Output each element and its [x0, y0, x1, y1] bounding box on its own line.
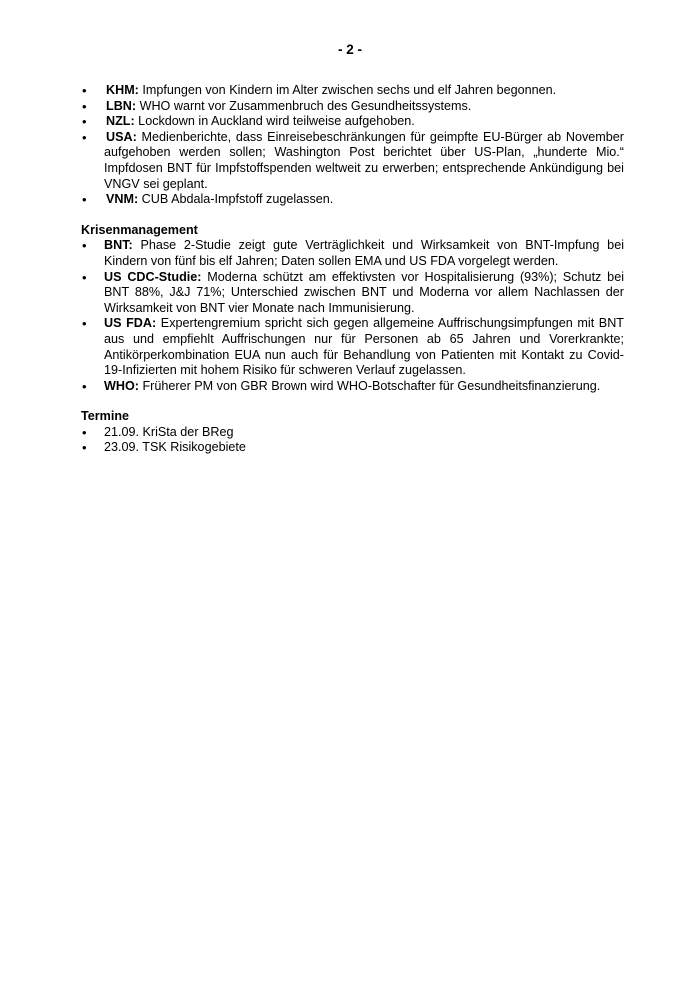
item-text: Früherer PM von GBR Brown wird WHO-Botschafter für Gesundheitsfinanzierung.: [138, 378, 601, 393]
item-label: WHO:: [104, 378, 139, 393]
list-item: [81, 99, 624, 115]
list-item: [81, 440, 624, 456]
list-item: [81, 83, 624, 99]
item-label: LBN:: [106, 98, 137, 113]
section-heading-termine: Termine: [81, 409, 130, 424]
section-heading-krisenmanagement: Krisenmanagement: [81, 222, 198, 237]
list-item: [81, 130, 624, 192]
item-label: NZL:: [106, 114, 135, 129]
item-label: KHM:: [106, 83, 139, 97]
item-label: US FDA:: [104, 316, 157, 331]
item-text: Expertengremium spricht sich gegen allgemeine Auffrischungsimpfungen mit BNT aus und empfiehlt Auffrischungen nur für Personen ab 65 Jahren und Vorerkrankte; Antikörperkombination EUA nun auch für Behandlung von Patienten mit Kontakt zu Covid-19-Infizierten mit hohem Risiko für schweren Verlauf zugelassen.: [104, 316, 624, 378]
list-item: [81, 379, 624, 395]
country-updates-list: [81, 83, 624, 208]
krisenmanagement-list: [81, 238, 624, 394]
list-item: [81, 238, 624, 269]
list-item: [81, 114, 624, 130]
item-text: CUB Abdala-Impfstoff zugelassen.: [138, 192, 334, 207]
item-text: WHO warnt vor Zusammenbruch des Gesundheitssystems.: [136, 98, 472, 113]
item-text: Lockdown in Auckland wird teilweise aufgehoben.: [134, 114, 415, 129]
list-item: [81, 316, 624, 378]
item-label: BNT:: [104, 238, 133, 253]
list-item: [81, 192, 624, 208]
list-item: [81, 425, 624, 441]
item-text: Medienberichte, dass Einreisebeschränkungen für geimpfte EU-Bürger ab November aufgehoben werden sollen; Washington Post berichtet über US-Plan, „hunderte Mio.“ Impfdosen BNT für Impfstoffspenden weltweit zu erwerben; entsprechende Ankündigung bei VNGV sei geplant.: [104, 129, 624, 191]
document-body: [81, 83, 624, 456]
item-text: Impfungen von Kindern im Alter zwischen sechs und elf Jahren begonnen.: [138, 83, 557, 97]
item-label: VNM:: [106, 192, 139, 207]
item-text: 23.09. TSK Risikogebiete: [104, 440, 246, 455]
item-label: USA:: [106, 129, 137, 144]
item-text: 21.09. KriSta der BReg: [104, 424, 234, 439]
item-label: US CDC-Studie:: [104, 269, 202, 284]
item-text: Moderna schützt am effektivsten vor Hospitalisierung (93%); Schutz bei BNT 88%, J&J 71%; Unterschied zwischen BNT und Moderna vor allem Nachlassen der Wirksamkeit von BNT vier Monate nach Immunisierung.: [104, 269, 624, 315]
item-text: Phase 2-Studie zeigt gute Verträglichkeit und Wirksamkeit von BNT-Impfung bei Kindern von fünf bis elf Jahren; Daten sollen EMA und US FDA vorgelegt werden.: [104, 238, 624, 268]
page-number: - 2 -: [337, 42, 362, 57]
termine-list: [81, 425, 624, 456]
list-item: [81, 270, 624, 317]
